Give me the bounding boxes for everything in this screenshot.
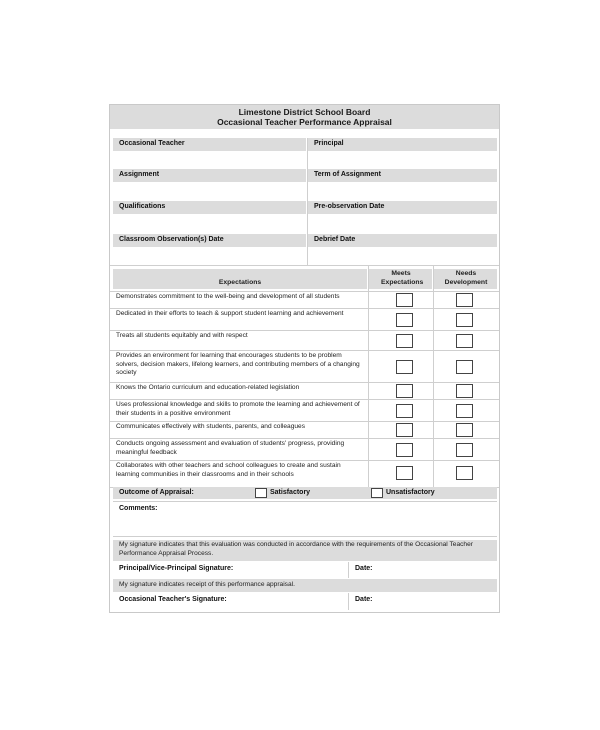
row-separator [110, 438, 499, 439]
meets-expectations-checkbox[interactable] [396, 404, 413, 418]
occasional-teacher-field[interactable] [113, 152, 306, 168]
meets-expectations-checkbox[interactable] [396, 423, 413, 437]
needs-development-checkbox[interactable] [456, 334, 473, 348]
needs-development-checkbox[interactable] [456, 293, 473, 307]
classroom-observation-date-field[interactable] [113, 248, 306, 265]
needs-development-checkbox[interactable] [456, 423, 473, 437]
principal-label: Principal [308, 138, 497, 151]
meets-expectations-checkbox[interactable] [396, 334, 413, 348]
principal-field[interactable] [308, 152, 497, 168]
expectation-text: Treats all students equitably and with respect [116, 332, 248, 339]
meets-header [369, 269, 432, 289]
meets-expectations-checkbox[interactable] [396, 293, 413, 307]
expectation-text: Demonstrates commitment to the well-being and development of all students [116, 293, 340, 300]
term-of-assignment-label: Term of Assignment [308, 169, 497, 182]
occasional-teacher-label: Occasional Teacher [113, 138, 306, 151]
row-separator [110, 460, 499, 461]
header-column-divider [307, 138, 308, 265]
expectation-text: Provides an environment for learning that encourages students to be problem solvers, decision makers, lifelong learners, and contributing members of a changing society [116, 352, 360, 377]
meets-expectations-checkbox[interactable] [396, 384, 413, 398]
expectation-text: Uses professional knowledge and skills to promote the learning and achievement of their students in a positive environment [116, 401, 360, 417]
row-separator [110, 421, 499, 422]
comments-label: Comments: [119, 505, 158, 512]
needs-development-checkbox[interactable] [456, 313, 473, 327]
expectation-text: Knows the Ontario curriculum and education-related legislation [116, 384, 300, 391]
term-of-assignment-field[interactable] [308, 183, 497, 200]
row-separator [110, 308, 499, 309]
expectations-header [113, 269, 367, 289]
signature-statement-1: My signature indicates that this evaluation was conducted in accordance with the requirements of the Occasional Teacher Performance Appraisal Process. [113, 540, 497, 561]
appraisal-form [109, 104, 500, 613]
expectation-text: Dedicated in their efforts to teach & support student learning and achievement [116, 310, 344, 317]
expectations-header-label: Expectations [218, 279, 262, 286]
needs-development-checkbox[interactable] [456, 443, 473, 457]
row-separator [110, 399, 499, 400]
principal-signature-label: Principal/Vice-Principal Signature: [119, 565, 234, 572]
debrief-date-label: Debrief Date [308, 234, 497, 247]
expectation-text: Communicates effectively with students, parents, and colleagues [116, 423, 306, 430]
meets-expectations-checkbox[interactable] [396, 466, 413, 480]
principal-date-field[interactable] [400, 562, 497, 578]
qualifications-field[interactable] [113, 215, 306, 233]
principal-date-label: Date: [355, 565, 373, 572]
pre-observation-date-label: Pre-observation Date [308, 201, 497, 214]
table-divider-2 [433, 266, 434, 489]
teacher-signature-field[interactable] [270, 593, 348, 609]
outcome-label: Outcome of Appraisal: [119, 489, 194, 496]
needs-development-checkbox[interactable] [456, 466, 473, 480]
unsatisfactory-label: Unsatisfactory [386, 489, 435, 496]
teacher-date-label: Date: [355, 596, 373, 603]
needs-development-checkbox[interactable] [456, 404, 473, 418]
row-separator [110, 291, 499, 292]
needs-header [434, 269, 497, 289]
expectation-text: Conducts ongoing assessment and evaluation of students' progress, providing meaningful feedback [116, 440, 345, 456]
row-separator [110, 330, 499, 331]
meets-expectations-checkbox[interactable] [396, 443, 413, 457]
needs-development-checkbox[interactable] [456, 384, 473, 398]
expectation-text: Collaborates with other teachers and school colleagues to create and sustain learning communities in their classrooms and in their schools [116, 462, 341, 478]
assignment-field[interactable] [113, 183, 306, 200]
meets-header-label: Meets Expectations [381, 270, 424, 286]
needs-header-label: Needs Development [444, 270, 488, 286]
assignment-label: Assignment [113, 169, 306, 182]
form-title-line2: Occasional Teacher Performance Appraisal [217, 117, 392, 127]
row-separator [110, 382, 499, 383]
expectations-table [110, 265, 499, 488]
classroom-observation-date-label: Classroom Observation(s) Date [113, 234, 306, 247]
principal-signature-field[interactable] [270, 562, 350, 578]
row-separator [110, 350, 499, 351]
needs-development-checkbox[interactable] [456, 360, 473, 374]
signature-statement-2: My signature indicates receipt of this performance appraisal. [113, 579, 497, 592]
table-divider-1 [368, 266, 369, 489]
meets-expectations-checkbox[interactable] [396, 360, 413, 374]
form-title-line1: Limestone District School Board [238, 107, 371, 117]
teacher-date-field[interactable] [400, 593, 497, 609]
satisfactory-label: Satisfactory [270, 489, 311, 496]
qualifications-label: Qualifications [113, 201, 306, 214]
debrief-date-field[interactable] [308, 248, 497, 265]
meets-expectations-checkbox[interactable] [396, 313, 413, 327]
teacher-signature-label: Occasional Teacher's Signature: [119, 596, 227, 603]
pre-observation-date-field[interactable] [308, 215, 497, 233]
